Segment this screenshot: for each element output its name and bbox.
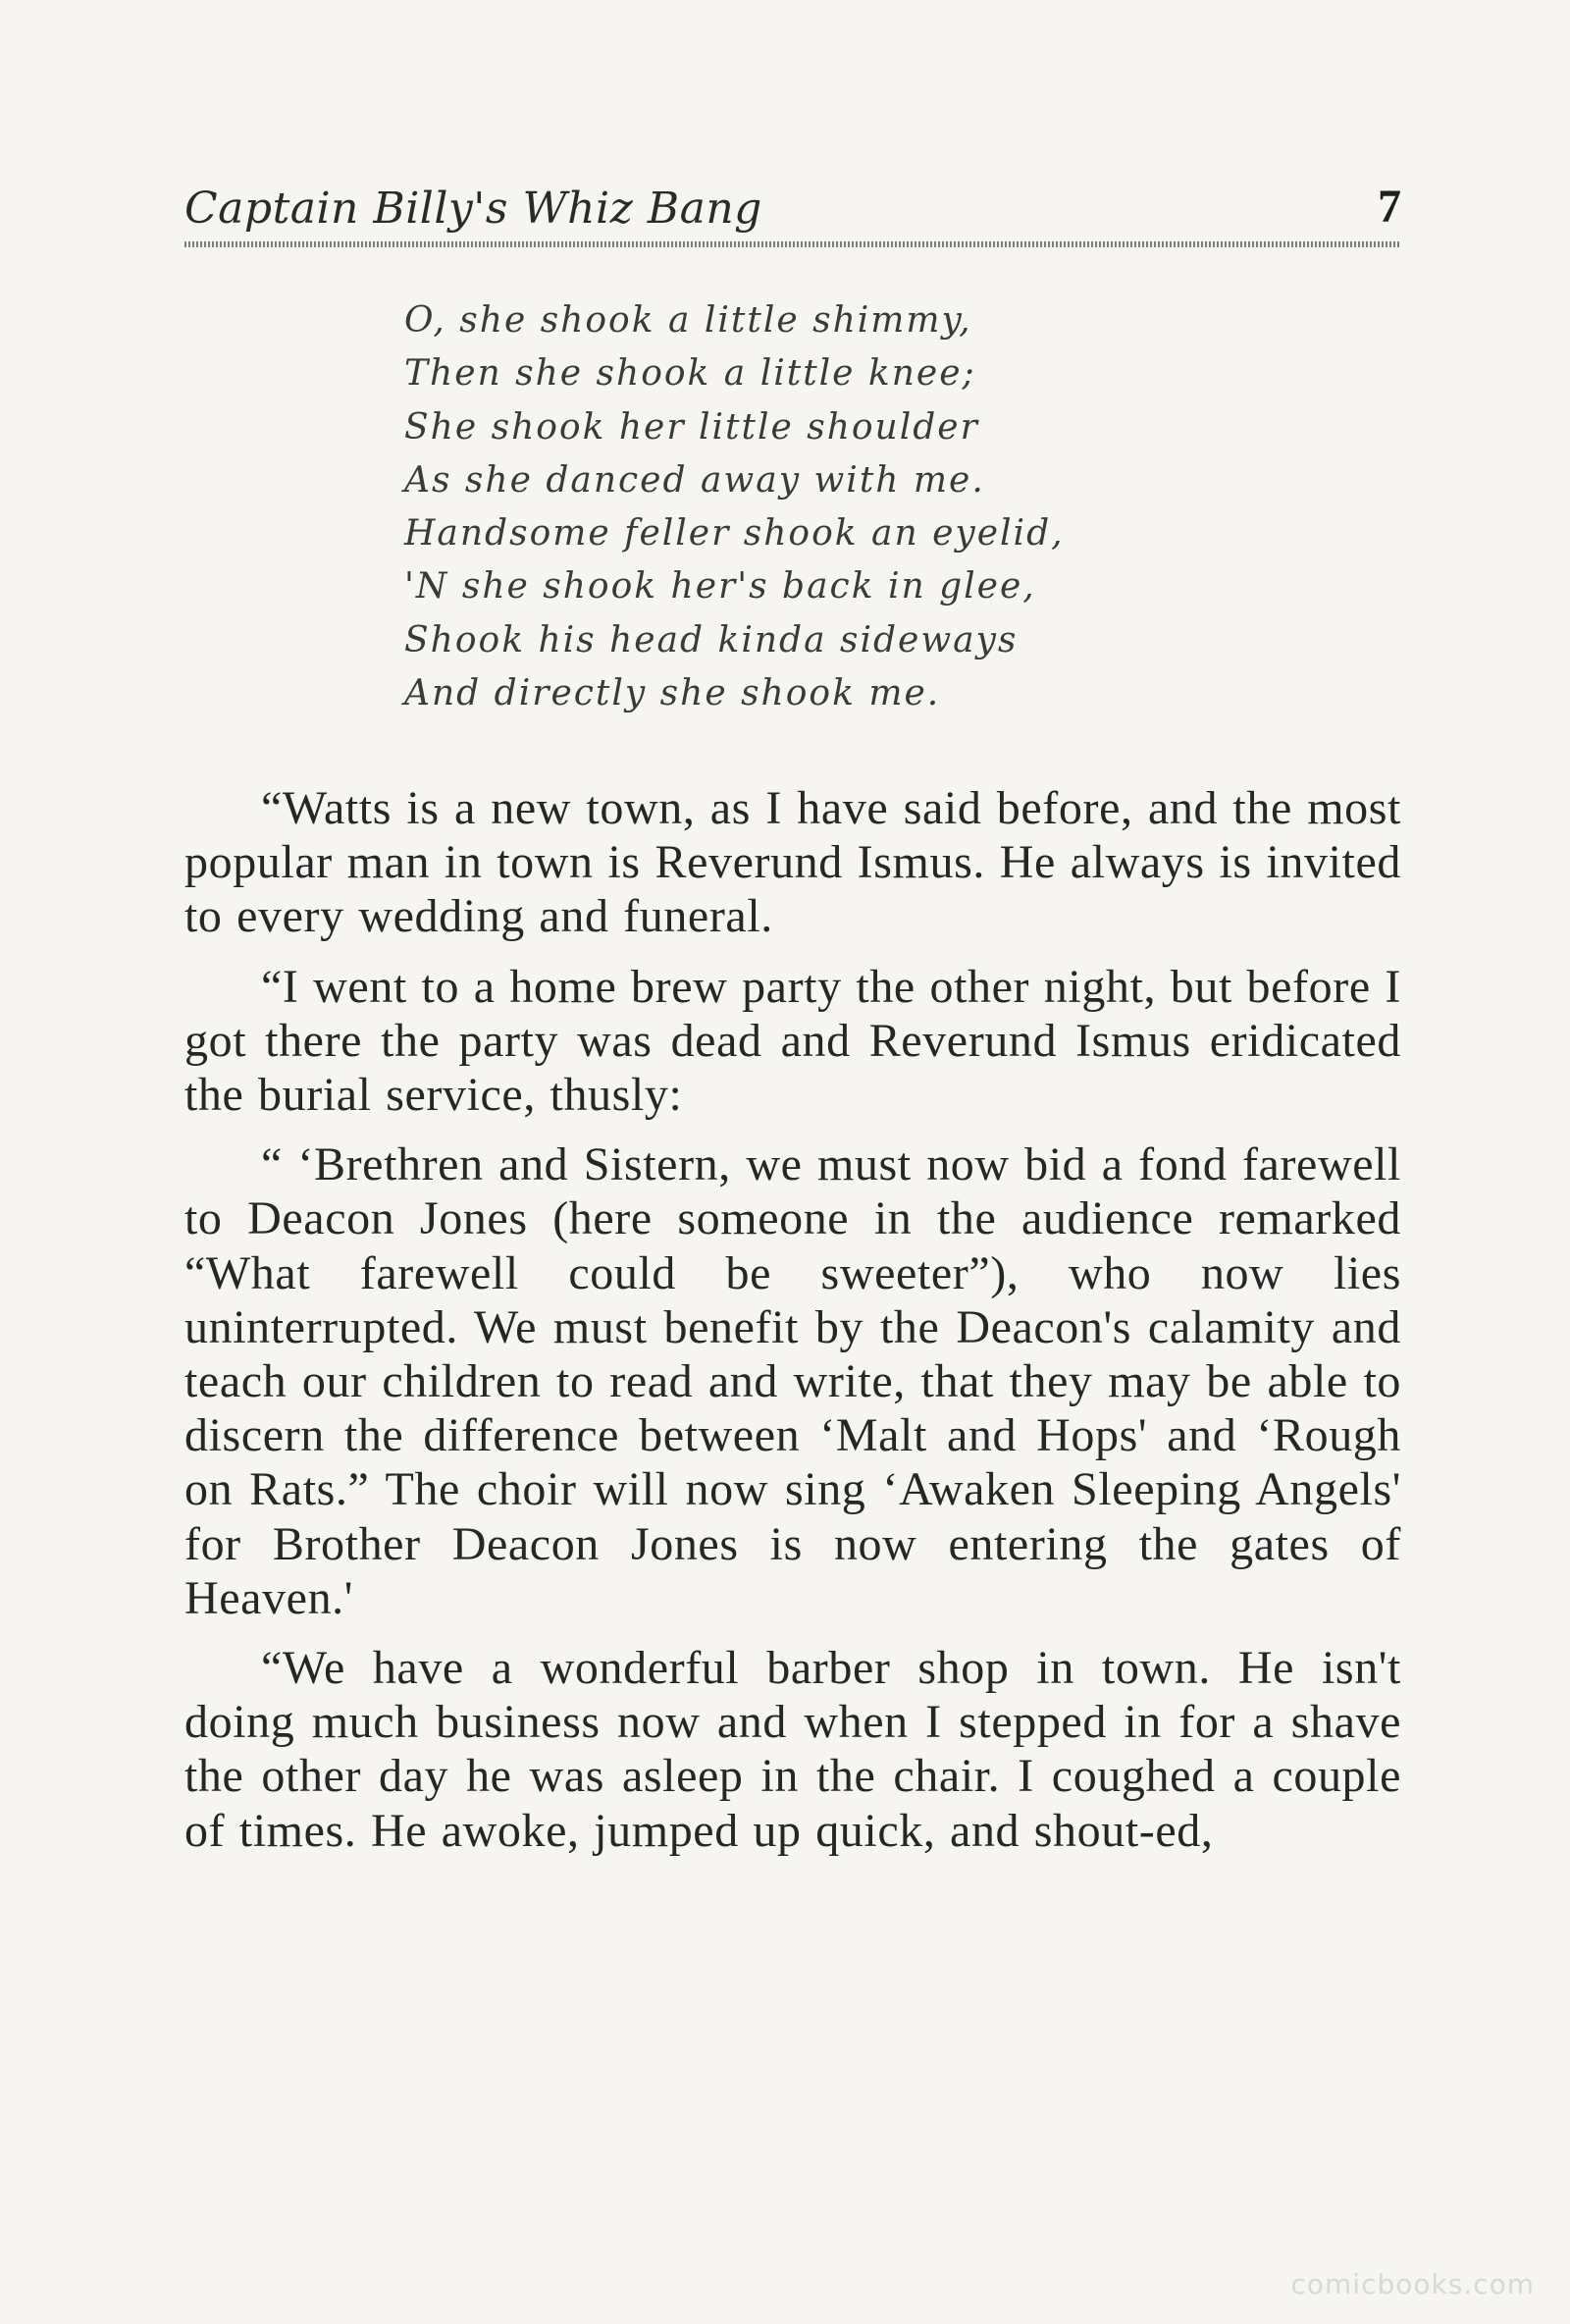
- verse-line: O, she shook a little shimmy,: [404, 300, 972, 341]
- verse-line: Then she shook a little knee;: [404, 353, 976, 395]
- verse-line: Handsome feller shook an eyelid,: [404, 513, 1065, 555]
- verse-line: 'N she shook her's back in glee,: [404, 566, 1036, 607]
- body-text: [184, 781, 1401, 1874]
- verse-line: Shook his head kinda sideways: [404, 619, 1019, 660]
- verse-block: [404, 294, 1150, 720]
- paragraph: “We have a wonderful barber shop in town. He isn't doing much business now and when I stepped in for a shave the other day he was asleep in the chair. I coughed a couple of times. He awoke, jumped up quick, and shout-ed,: [184, 1642, 1401, 1857]
- running-head: [184, 179, 1401, 238]
- watermark: comicbooks.com: [1290, 2268, 1535, 2300]
- verse-line: She shook her little shoulder: [404, 406, 979, 448]
- verse-line: As she danced away with me.: [404, 459, 985, 501]
- paragraph: “I went to a home brew party the other night, but before I got there the party was dead and Reverund Ismus eridicated the burial service, thusly:: [184, 960, 1401, 1122]
- paragraph: “Watts is a new town, as I have said before, and the most popular man in town is Reverund Ismus. He always is invited to every wedding and funeral.: [184, 782, 1401, 943]
- running-head-title: Captain Billy's Whiz Bang: [184, 184, 762, 234]
- running-head-rule: [184, 241, 1401, 247]
- verse-line: And directly she shook me.: [404, 673, 941, 714]
- paragraph: “ ‘Brethren and Sistern, we must now bid a fond farewell to Deacon Jones (here someone in the audience remarked “What farewell could be sweeter”), who now lies uninterrupted. We must benefit by the Deacon's calamity and teach our children to read and write, that they may be able to discern the difference between ‘Malt and Hops' and ‘Rough on Rats.” The choir will now sing ‘Awaken Sleeping Angels' for Brother Deacon Jones is now entering the gates of Heaven.': [184, 1138, 1401, 1624]
- page-number: 7: [1378, 181, 1401, 233]
